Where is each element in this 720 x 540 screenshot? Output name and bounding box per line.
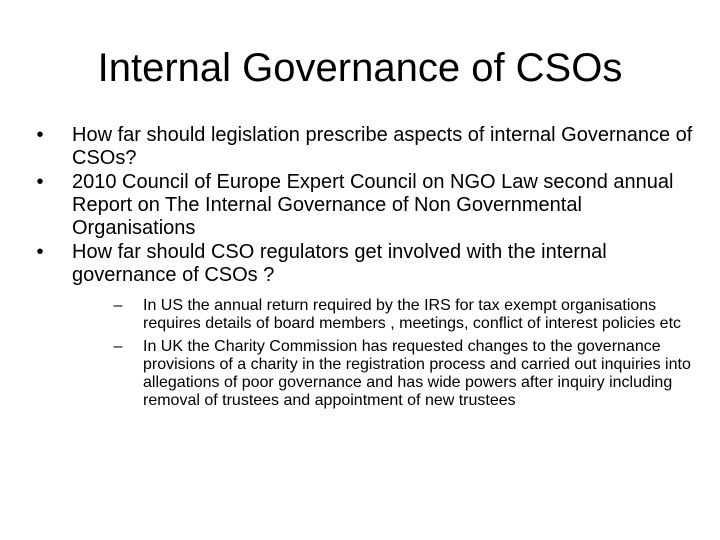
sub-bullet-marker: –	[113, 297, 123, 314]
sub-bullet-text: In UK the Charity Commission has requested changes to the governance provisions of a charity in the registration process and carried out inquiries into allegations of poor governance and has wide powers after inquiry including removal of trustees and appointment of new trustees	[143, 338, 691, 409]
bullet-item-legislation	[30, 124, 710, 170]
bullet-list	[30, 124, 710, 415]
sub-bullet-list	[72, 297, 710, 410]
bullet-item-council-report	[30, 171, 710, 240]
slide-title: Internal Governance of CSOs	[97, 46, 623, 90]
bullet-text: 2010 Council of Europe Expert Council on NGO Law second annual Report on The Internal Governance of Non Governmental Organisations	[72, 171, 674, 239]
bullet-marker: •	[36, 241, 44, 263]
sub-bullet-marker: –	[113, 338, 123, 355]
sub-bullet-text: In US the annual return required by the IRS for tax exempt organisations requires details of board members , meetings, conflict of interest policies etc	[143, 297, 682, 332]
sub-bullet-item-uk-charity-commission	[72, 338, 710, 410]
bullet-text: How far should legislation prescribe aspects of internal Governance of CSOs?	[72, 124, 693, 169]
bullet-text: How far should CSO regulators get involved with the internal governance of CSOs ?	[72, 241, 607, 286]
bullet-item-regulators	[30, 241, 710, 410]
sub-bullet-item-us-irs	[72, 297, 710, 333]
bullet-marker: •	[36, 171, 44, 193]
bullet-marker: •	[36, 124, 44, 146]
